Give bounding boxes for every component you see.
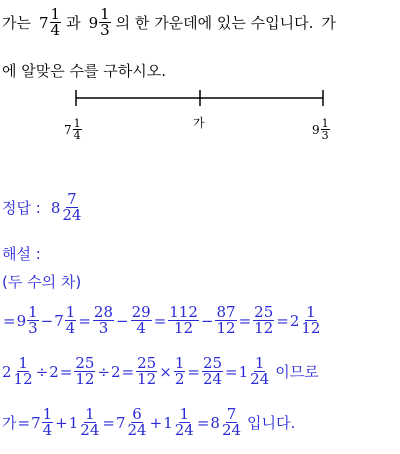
equation-2-tail: 이므로 — [275, 363, 319, 381]
fraction — [174, 356, 186, 387]
term-fraction — [127, 407, 148, 438]
term-whole: 7 — [31, 413, 41, 432]
plus-sign: + — [55, 413, 68, 432]
divisor: 2 — [49, 362, 59, 381]
answer-fraction — [61, 192, 82, 223]
fraction — [202, 356, 223, 387]
equals-sign: = — [3, 311, 16, 330]
equals-sign: = — [121, 362, 135, 381]
numerator: 1 — [42, 405, 53, 423]
fraction — [131, 305, 152, 336]
equals-sign: = — [102, 413, 115, 432]
term-whole: 9 — [16, 311, 27, 330]
result-fraction — [221, 407, 242, 438]
numerator: 1 — [100, 5, 110, 23]
equals-sign: = — [78, 311, 91, 330]
numerator: 28 — [93, 303, 114, 321]
result-fraction — [300, 305, 321, 336]
denominator: 24 — [174, 421, 194, 439]
fraction — [74, 356, 95, 387]
equals-sign: = — [153, 311, 167, 330]
term-fraction — [13, 356, 34, 387]
numerator: 7 — [67, 190, 77, 208]
denominator: 12 — [216, 319, 236, 337]
divisor: 2 — [111, 362, 121, 381]
term-fraction — [65, 305, 77, 336]
equation-1 — [2, 305, 322, 336]
divide-sign: ÷ — [97, 362, 111, 381]
numerator: 25 — [202, 354, 223, 372]
term-fraction — [42, 407, 54, 438]
denominator: 3 — [28, 319, 38, 337]
fraction — [93, 305, 114, 336]
numerator: 1 — [179, 405, 190, 423]
denominator: 24 — [250, 370, 270, 388]
term-whole: 1 — [68, 413, 79, 432]
term-whole: 7 — [54, 311, 64, 330]
equals-sign: = — [187, 362, 200, 381]
denominator: 12 — [174, 319, 194, 337]
explanation-subtitle-text: (두 수의 차) — [2, 273, 82, 291]
denominator: 4 — [136, 319, 146, 337]
numerator: 1 — [174, 354, 185, 372]
mixed-number-1-whole: 7 — [38, 13, 49, 32]
term-whole: 2 — [2, 362, 12, 381]
denominator: 12 — [137, 370, 157, 388]
problem-text-d: 가 — [321, 14, 336, 32]
numerator: 1 — [254, 354, 265, 372]
equation-3-tail: 입니다. — [247, 414, 296, 432]
label-middle-text: 가 — [193, 116, 205, 130]
divide-sign: ÷ — [35, 362, 49, 381]
denominator: 12 — [75, 370, 95, 388]
mixed-number-2-whole: 9 — [88, 13, 99, 32]
problem-line-1 — [2, 7, 336, 38]
equals-sign: = — [196, 413, 210, 432]
minus-sign: − — [116, 311, 129, 330]
equals-sign: = — [225, 362, 238, 381]
numerator: 25 — [254, 303, 274, 321]
numerator: 1 — [50, 5, 61, 23]
numerator: 1 — [306, 303, 316, 321]
denominator: 3 — [100, 21, 110, 39]
fraction — [136, 356, 157, 387]
denominator: 12 — [301, 319, 321, 337]
denominator: 4 — [50, 21, 61, 39]
numerator: 6 — [132, 405, 142, 423]
label-left-whole: 7 — [64, 122, 72, 137]
numerator: 7 — [226, 405, 237, 423]
label-right-whole: 9 — [312, 122, 320, 137]
minus-sign: − — [200, 311, 214, 330]
equals-sign: = — [59, 362, 73, 381]
denominator: 24 — [202, 370, 223, 388]
numerator: 29 — [131, 303, 151, 321]
result-whole: 2 — [289, 311, 300, 330]
answer-whole: 8 — [50, 198, 61, 217]
term-fraction — [27, 305, 39, 336]
numerator: 25 — [75, 354, 95, 372]
denominator: 24 — [221, 421, 242, 439]
term-whole: 1 — [163, 413, 173, 432]
label-left-fraction — [73, 118, 82, 141]
problem-text-line2: 에 알맞은 수를 구하시오. — [2, 62, 166, 80]
times-sign: × — [159, 362, 172, 381]
answer-line — [2, 192, 83, 223]
label-right-fraction — [321, 118, 330, 141]
result-whole: 8 — [210, 413, 220, 432]
fraction — [253, 305, 274, 336]
problem-text-c: 의 한 가운데에 있는 수입니다. — [115, 14, 314, 32]
number-line-label-left — [64, 118, 83, 141]
mixed-number-1-fraction — [50, 7, 62, 38]
equation-2 — [2, 356, 319, 387]
denominator: 4 — [73, 129, 81, 142]
denominator: 24 — [80, 421, 100, 439]
explanation-subtitle — [2, 271, 81, 292]
denominator: 4 — [65, 319, 76, 337]
term-fraction — [174, 407, 195, 438]
problem-text-b: 과 — [66, 14, 81, 32]
plus-sign: + — [149, 413, 163, 432]
fraction — [168, 305, 199, 336]
denominator: 2 — [174, 370, 185, 388]
denominator: 12 — [13, 370, 33, 388]
equals-sign: = — [238, 311, 252, 330]
result-whole: 1 — [238, 362, 249, 381]
mixed-number-2-fraction — [99, 7, 111, 38]
numerator: 1 — [321, 117, 329, 130]
numerator: 1 — [73, 117, 81, 130]
numerator: 1 — [85, 405, 95, 423]
answer-label: 정답 : — [2, 199, 41, 217]
denominator: 24 — [127, 421, 147, 439]
denominator: 24 — [62, 206, 82, 224]
denominator: 3 — [98, 319, 109, 337]
numerator: 87 — [216, 303, 236, 321]
minus-sign: − — [40, 311, 54, 330]
term-fraction — [79, 407, 100, 438]
number-line-label-middle — [193, 114, 205, 131]
fraction — [215, 305, 236, 336]
explanation-label-text: 해설 : — [2, 245, 41, 263]
numerator: 1 — [65, 303, 76, 321]
result-fraction — [249, 356, 270, 387]
denominator: 12 — [254, 319, 274, 337]
equals-sign: = — [17, 413, 31, 432]
numerator: 1 — [18, 354, 28, 372]
equals-sign: = — [276, 311, 289, 330]
numerator: 1 — [28, 303, 38, 321]
problem-line-2 — [2, 60, 166, 81]
problem-text-a: 가는 — [2, 14, 31, 32]
denominator: 4 — [42, 421, 53, 439]
denominator: 3 — [321, 129, 329, 142]
equation-3-lead: 가 — [2, 414, 17, 432]
equation-3 — [2, 407, 295, 438]
explanation-label — [2, 243, 41, 264]
term-whole: 7 — [115, 413, 126, 432]
numerator: 25 — [137, 354, 157, 372]
number-line-label-right — [312, 118, 331, 141]
numerator: 112 — [169, 303, 198, 321]
